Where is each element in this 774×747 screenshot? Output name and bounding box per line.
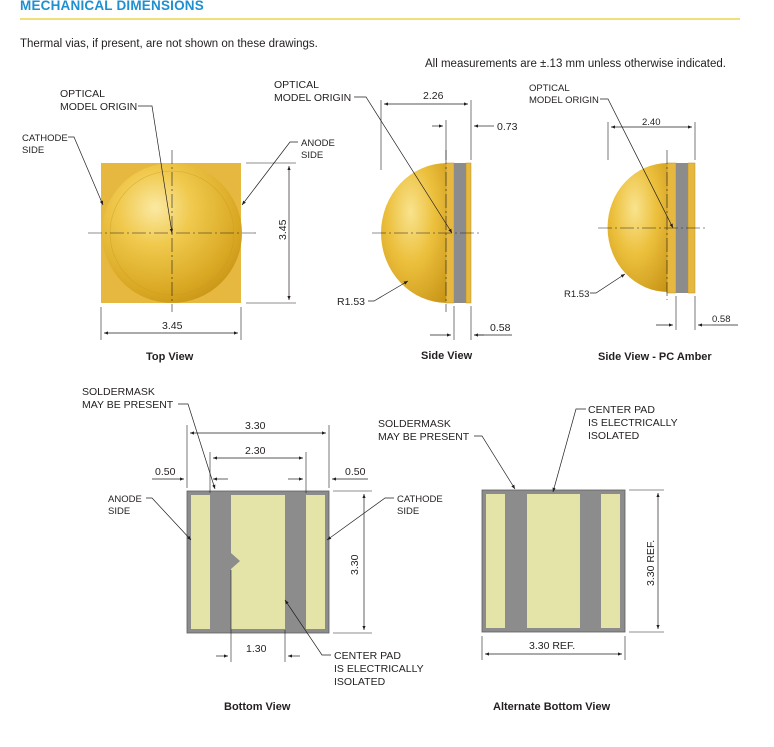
alt-dim-width: 3.30 REF. (529, 640, 576, 652)
bottom-anode-pad (191, 495, 210, 629)
side-dim-offset: 0.73 (497, 121, 518, 133)
pc-dim-radius: R1.53 (564, 289, 590, 300)
side-view-pc-amber (529, 83, 738, 363)
bottom-dim-height: 3.30 (349, 554, 361, 575)
alt-dim-height: 3.30 REF. (645, 539, 657, 586)
pc-optical-label-1: OPTICAL (529, 83, 570, 94)
top-anode-label-1: ANODE (301, 138, 335, 149)
pc-dim-base: 0.58 (712, 314, 731, 325)
alt-right-pad (601, 494, 620, 628)
bottom-dim-left-pad: 0.50 (155, 466, 176, 478)
alt-bottom-caption: Alternate Bottom View (493, 701, 611, 713)
bottom-dim-total: 3.30 (245, 420, 266, 432)
bottom-center-label-2: IS ELECTRICALLY (334, 663, 424, 675)
pc-view-caption: Side View - PC Amber (598, 351, 712, 363)
pc-dome (608, 163, 668, 292)
side-dim-base: 0.58 (490, 322, 511, 334)
top-dim-width: 3.45 (162, 320, 183, 332)
bottom-cathode-label-2: SIDE (397, 506, 420, 517)
bottom-soldermask-label-1: SOLDERMASK (82, 386, 155, 398)
alt-left-pad (486, 494, 505, 628)
bottom-dim-right-pad: 0.50 (345, 466, 366, 478)
top-optical-label-2: MODEL ORIGIN (60, 101, 138, 113)
side-dim-top: 2.26 (423, 90, 444, 102)
top-optical-label-1: OPTICAL (60, 88, 105, 100)
bottom-center-label-3: ISOLATED (334, 676, 386, 688)
top-view-caption: Top View (146, 351, 194, 363)
alt-soldermask-label-2: MAY BE PRESENT (378, 431, 470, 443)
alt-center-label-2: IS ELECTRICALLY (588, 417, 678, 429)
alt-soldermask-label-1: SOLDERMASK (378, 418, 451, 430)
bottom-dim-notch: 1.30 (246, 643, 267, 655)
pc-optical-label-2: MODEL ORIGIN (529, 95, 599, 106)
side-optical-label-2: MODEL ORIGIN (274, 92, 352, 104)
bottom-cathode-pad (306, 495, 325, 629)
alt-center-pad (527, 494, 580, 628)
vias-note: Thermal vias, if present, are not shown on these drawings. (20, 38, 318, 50)
top-cathode-label-2: SIDE (22, 145, 45, 156)
bottom-soldermask-label-2: MAY BE PRESENT (82, 399, 174, 411)
top-anode-label-2: SIDE (301, 150, 324, 161)
side-dim-radius: R1.53 (337, 296, 366, 308)
top-view (22, 88, 335, 363)
bottom-view-caption: Bottom View (224, 701, 291, 713)
top-dim-height: 3.45 (277, 219, 289, 240)
bottom-dim-center: 2.30 (245, 445, 266, 457)
bottom-center-pad (231, 495, 285, 629)
side-view-caption: Side View (421, 350, 473, 362)
alt-center-label-3: ISOLATED (588, 430, 640, 442)
section-title: MECHANICAL DIMENSIONS (20, 0, 204, 13)
bottom-anode-label-1: ANODE (108, 494, 142, 505)
side-view (274, 79, 518, 362)
side-optical-label-1: OPTICAL (274, 79, 319, 91)
bottom-anode-label-2: SIDE (108, 506, 131, 517)
bottom-cathode-label-1: CATHODE (397, 494, 443, 505)
top-cathode-label-1: CATHODE (22, 133, 68, 144)
pc-dim-top: 2.40 (642, 117, 661, 128)
tolerance-note: All measurements are ±.13 mm unless otherwise indicated. (425, 58, 726, 70)
alt-center-label-1: CENTER PAD (588, 404, 655, 416)
bottom-center-label-1: CENTER PAD (334, 650, 401, 662)
